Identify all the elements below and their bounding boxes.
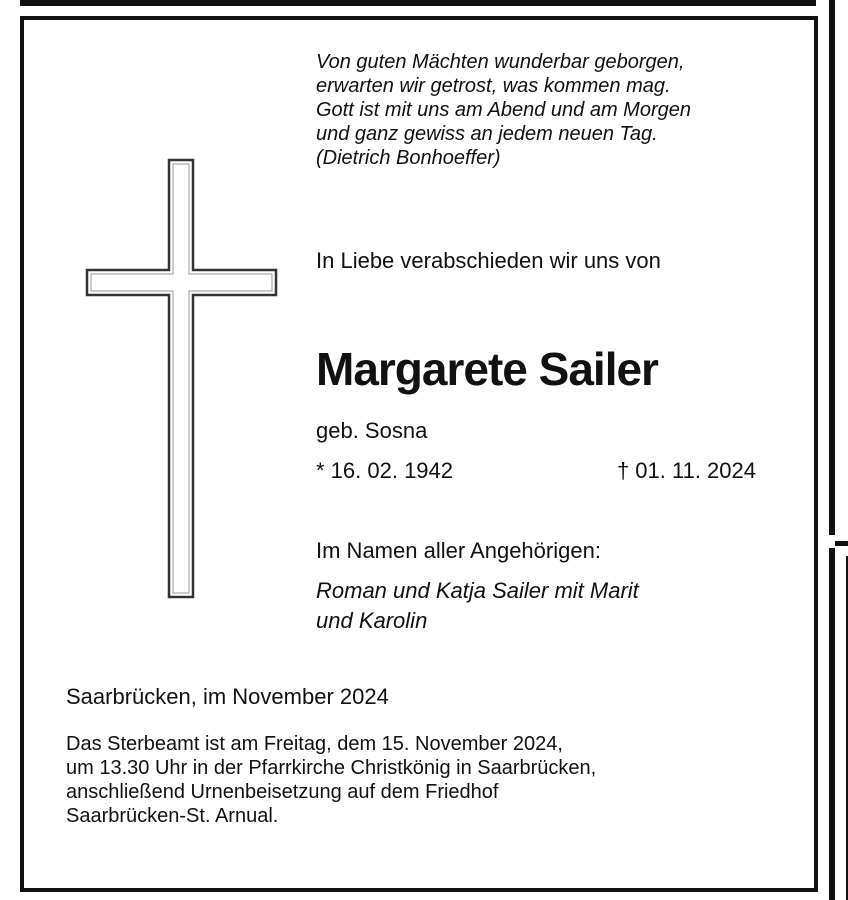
funeral-service-info [66,732,766,828]
service-line: Das Sterbeamt ist am Freitag, dem 15. November 2024, [66,733,563,755]
death-date: † 01. 11. 2024 [616,458,756,483]
motto-line: und ganz gewiss an jedem neuen Tag. [316,123,658,145]
mourners-line: Roman und Katja Sailer mit Marit [316,578,639,603]
obituary-notice [20,16,818,892]
motto-line: Gott ist mit uns am Abend und am Morgen [316,99,691,121]
farewell-intro: In Liebe verabschieden wir uns von [316,248,661,273]
maiden-name: geb. Sosna [316,418,428,443]
birth-date: * 16. 02. 1942 [316,458,454,483]
mourners-heading: Im Namen aller Angehörigen: [316,538,601,563]
motto-attribution: (Dietrich Bonhoeffer) [316,147,501,169]
adjacent-column-rule-lower [829,548,835,900]
mourners-line: und Karolin [316,608,428,633]
bonhoeffer-motto [316,50,796,170]
service-line: anschließend Urnenbeisetzung auf dem Friedhof [66,781,499,803]
top-border-edge [20,0,816,6]
service-line: um 13.30 Uhr in der Pfarrkirche Christkönig in Saarbrücken, [66,757,597,779]
place-and-date: Saarbrücken, im November 2024 [66,684,389,709]
life-dates [316,458,756,488]
mourners-names [316,576,736,636]
adjacent-column-rule-upper [829,0,835,535]
motto-line: erwarten wir getrost, was kommen mag. [316,75,671,97]
adjacent-column-tick [835,541,848,546]
service-line: Saarbrücken-St. Arnual. [66,805,279,827]
deceased-name: Margarete Sailer [316,343,658,395]
motto-line: Von guten Mächten wunderbar geborgen, [316,51,685,73]
